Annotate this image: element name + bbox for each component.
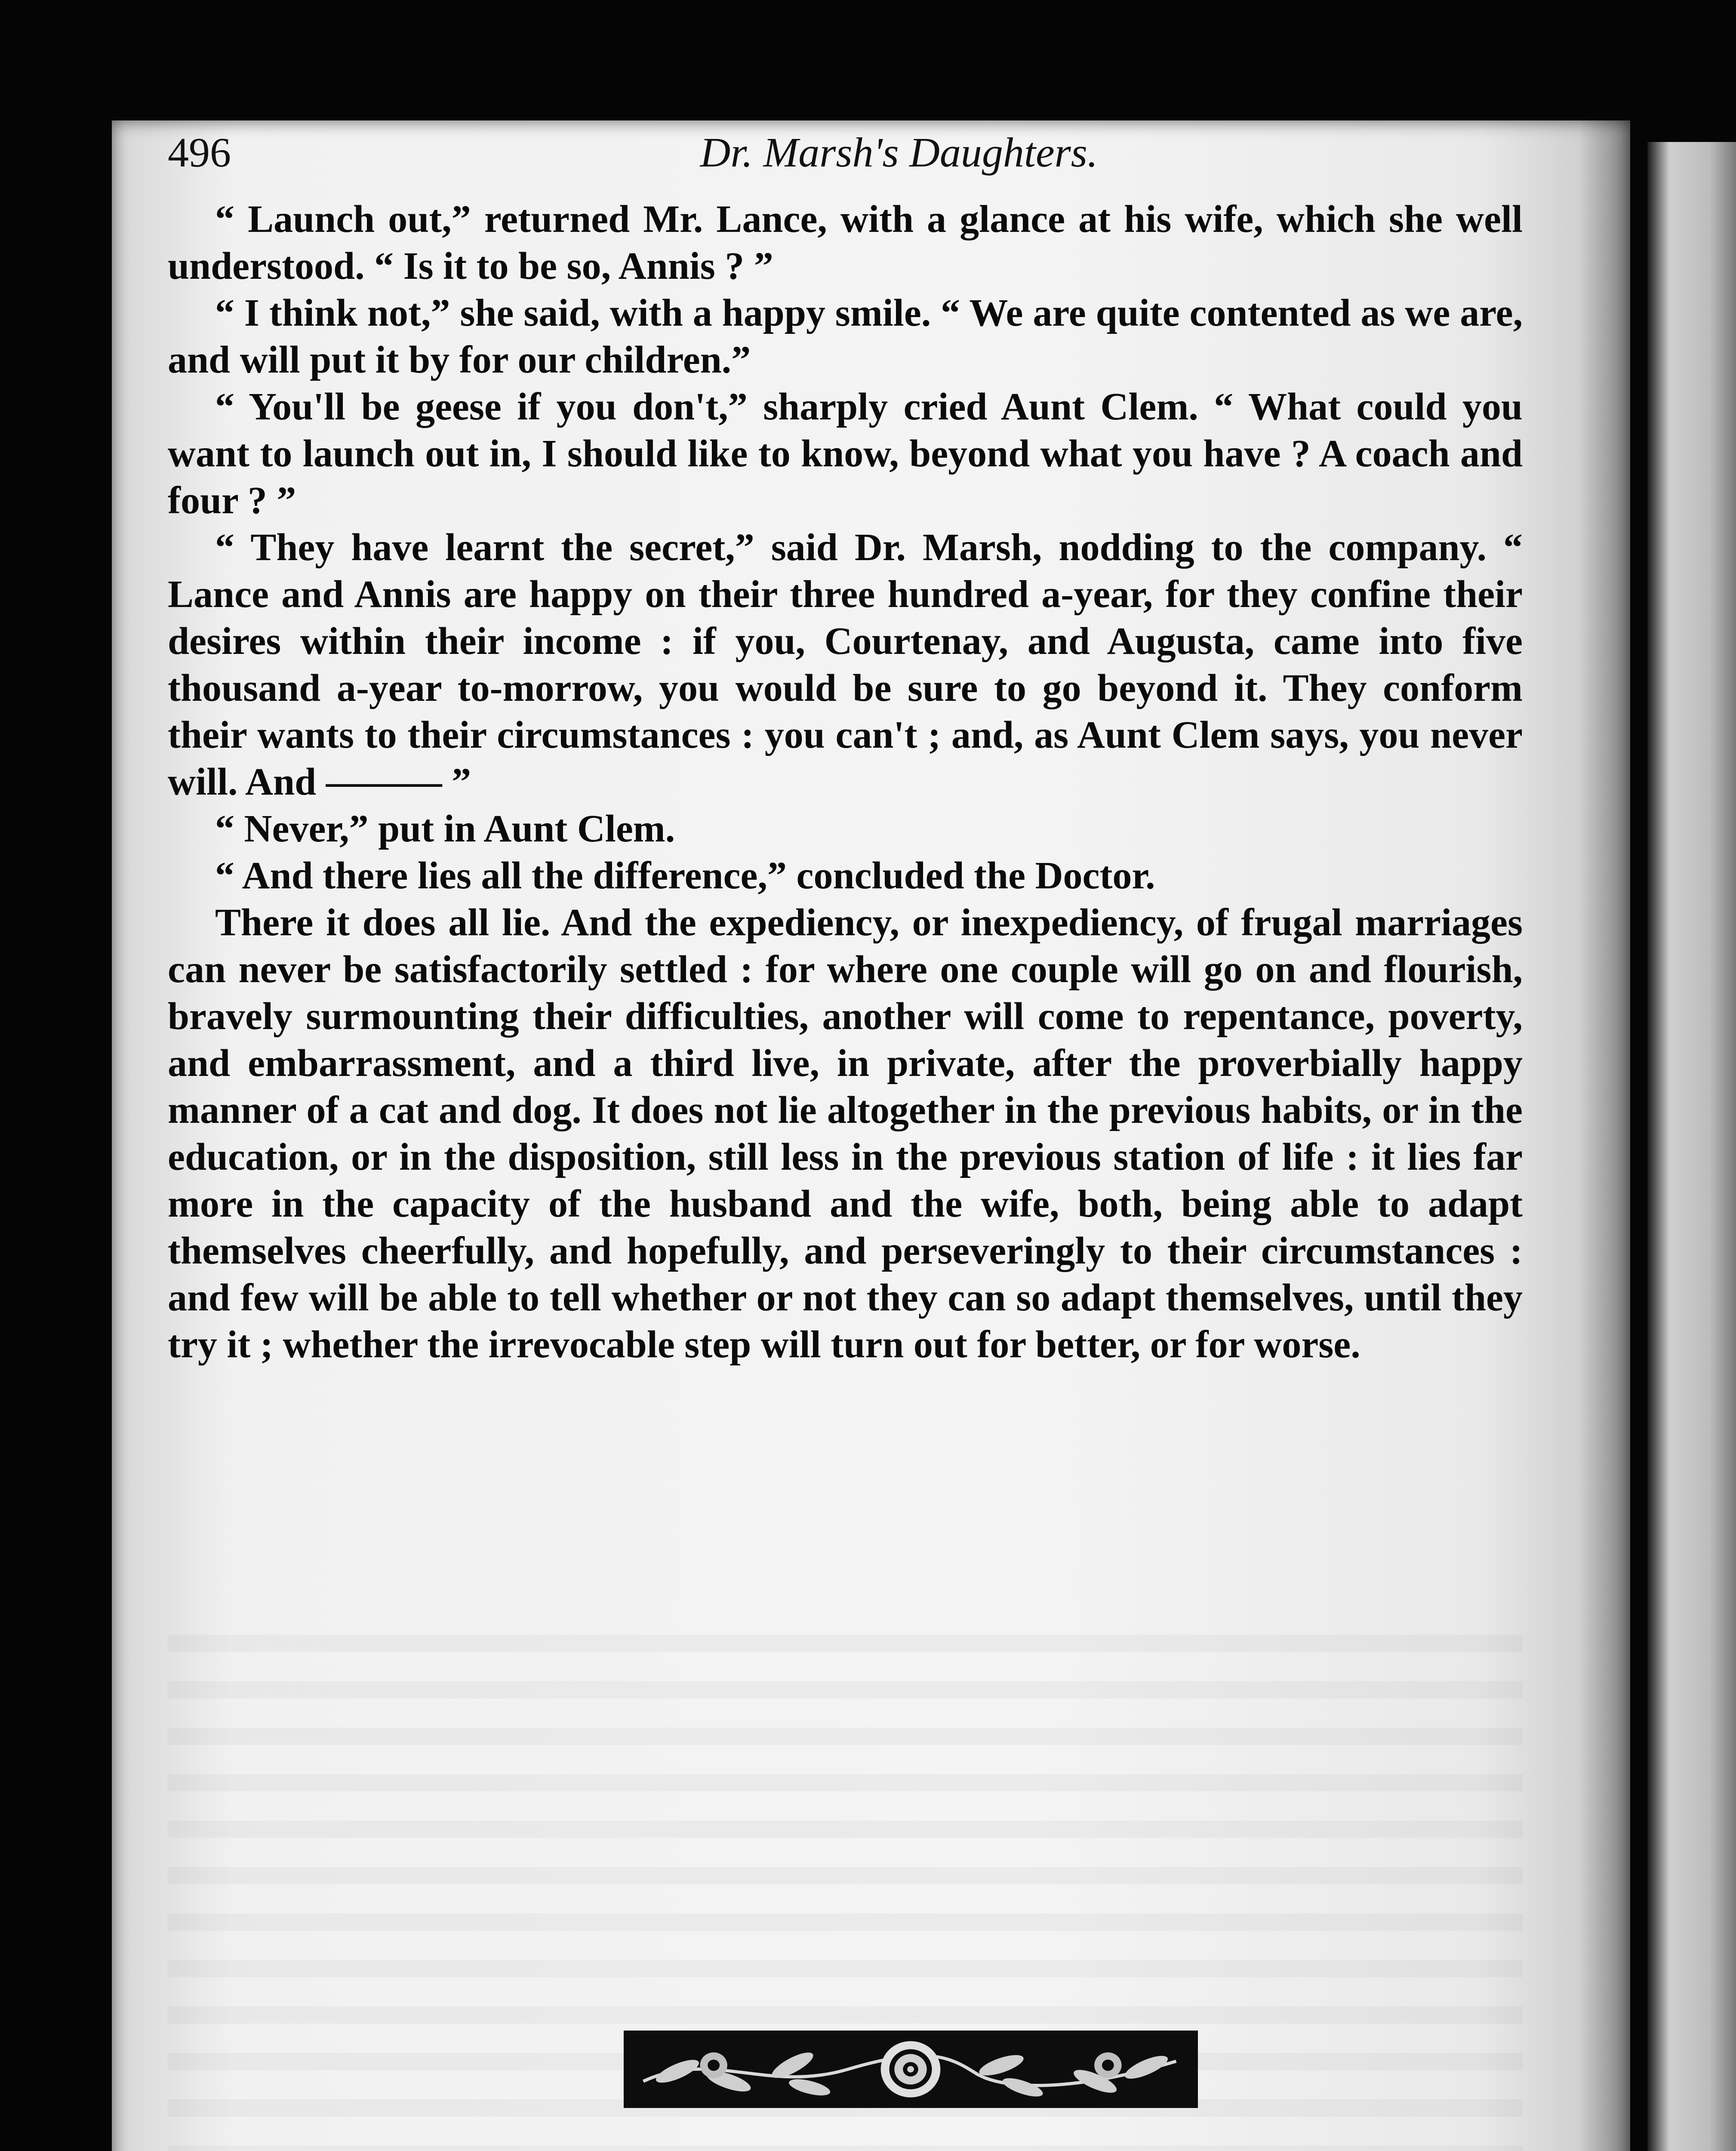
paragraph: “ They have learnt the secret,” said Dr. Marsh, nodding to the company. “ Lance and Annis are happy on their three hundred a-year, for they confine their desires within their income : if you, Courtenay, and Augusta, came into five thousand a-year to-morrow, you would be sure to go beyond it. They conform their wants to their circumstances : you can't ; and, as Aunt Clem says, you never will. And ——— ” [168,526,1523,803]
body-text [168,196,1523,1368]
running-title: Dr. Marsh's Daughters. [700,129,1098,176]
paragraph: There it does all lie. And the expediency, or inexpediency, of frugal marriages can never be satisfactorily settled : for where one couple will go on and flourish, bravely surmounting their difficulties, another will come to repentance, poverty, and embarrassment, and a third live, in private, after the proverbially happy manner of a cat and dog. It does not lie altogether in the previous habits, or in the education, or in the disposition, still less in the previous station of life : it lies far more in the capacity of the husband and the wife, both, being able to adapt themselves cheerfully, and hopefully, and perseveringly to their circumstances : and few will be able to tell whether or not they can so adapt themselves, until they try it ; whether the irrevocable step will turn out for better, or for worse. [168,901,1523,1366]
paragraph: “ Never,” put in Aunt Clem. [215,807,675,850]
page-number: 496 [168,129,231,176]
paragraph: “ Launch out,” returned Mr. Lance, with a glance at his wife, which she well understood. “ Is it to be so, Annis ? ” [168,198,1523,287]
next-page-edge [1647,142,1736,2151]
paragraph: “ I think not,” she said, with a happy smile. “ We are quite contented as we are, and will put it by for our children.” [168,292,1523,381]
paragraph: “ You'll be geese if you don't,” sharply cried Aunt Clem. “ What could you want to launch out in, I should like to know, beyond what you have ? A coach and four ? ” [168,385,1523,522]
page-header [168,120,1501,185]
gutter-shadow [1579,120,1630,2151]
paragraph: “ And there lies all the difference,” concluded the Doctor. [215,854,1155,897]
floral-tailpiece-ornament-icon [624,2031,1198,2108]
